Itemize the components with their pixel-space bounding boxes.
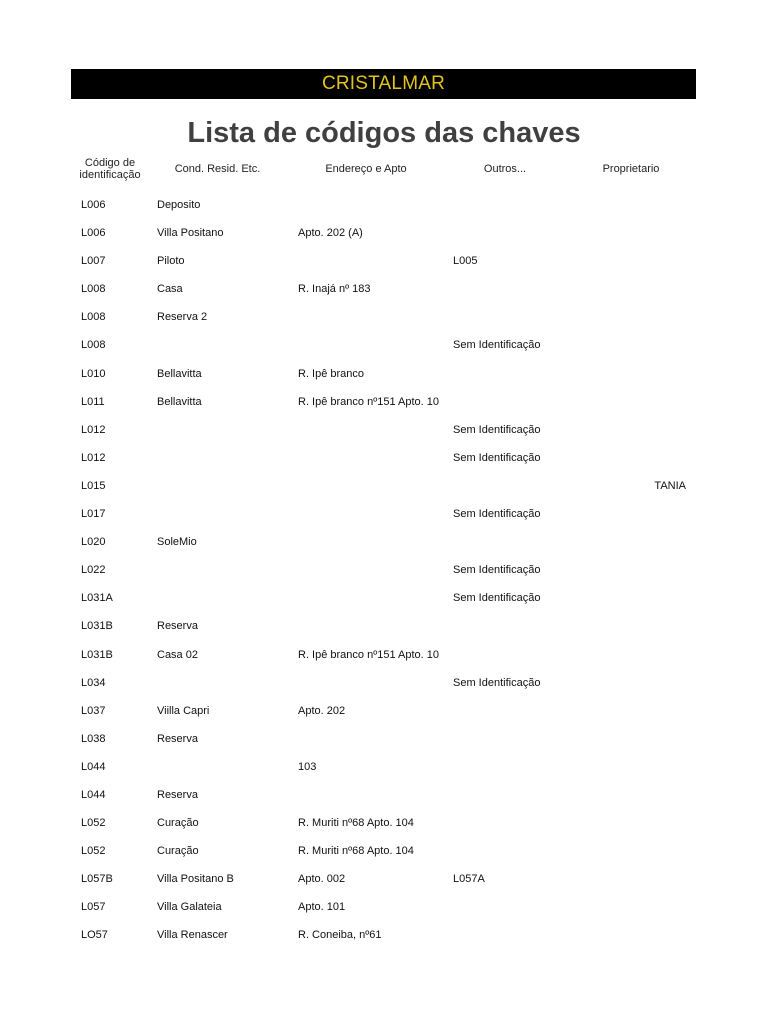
cell-code: L020 xyxy=(81,536,106,549)
cell-others: Sem Identificação xyxy=(453,676,541,689)
cell-code: L031A xyxy=(81,592,113,605)
cell-cond: Bellavitta xyxy=(157,367,202,380)
cell-cond: Curação xyxy=(157,845,199,858)
cell-code: L008 xyxy=(81,339,106,352)
cell-address: Apto. 002 xyxy=(298,873,346,886)
cell-code: L012 xyxy=(81,423,106,436)
cell-cond: Casa xyxy=(157,283,183,296)
cell-cond: Reserva 2 xyxy=(157,311,208,324)
cell-address: R. Ipê branco xyxy=(298,367,365,380)
table-row xyxy=(0,556,768,584)
cell-code: L031B xyxy=(81,648,113,661)
banner xyxy=(71,69,696,99)
cell-address: R. Muriti nº68 Apto. 104 xyxy=(298,817,414,830)
table-row xyxy=(0,303,768,331)
cell-cond: Villa Galateia xyxy=(157,901,222,914)
cell-address: R. Ipê branco nº151 Apto. 10 xyxy=(298,395,440,408)
table-row xyxy=(0,584,768,612)
table-row xyxy=(0,837,768,865)
table-row xyxy=(0,669,768,697)
cell-code: L031B xyxy=(81,620,113,633)
cell-cond: Viilla Capri xyxy=(157,704,210,717)
table-row xyxy=(0,781,768,809)
cell-code: L022 xyxy=(81,564,106,577)
table-row xyxy=(0,921,768,949)
cell-cond: Piloto xyxy=(157,255,185,268)
cell-code: L012 xyxy=(81,451,106,464)
cell-code: L044 xyxy=(81,788,106,801)
cell-cond: Reserva xyxy=(157,620,198,633)
cell-cond: Reserva xyxy=(157,788,198,801)
cell-code: L038 xyxy=(81,732,106,745)
table-row xyxy=(0,809,768,837)
cell-address: Apto. 202 xyxy=(298,704,346,717)
table-row xyxy=(0,528,768,556)
cell-code: L006 xyxy=(81,227,106,240)
cell-cond: Curação xyxy=(157,817,199,830)
table-row xyxy=(0,472,768,500)
page-title: Lista de códigos das chaves xyxy=(187,117,581,149)
table-row xyxy=(0,725,768,753)
cell-others: Sem Identificação xyxy=(453,423,541,436)
cell-cond: SoleMio xyxy=(157,536,197,549)
cell-code: L010 xyxy=(81,367,106,380)
cell-code: L015 xyxy=(81,479,106,492)
cell-cond: Villa Positano xyxy=(157,227,224,240)
cell-code: L057B xyxy=(81,873,113,886)
cell-code: L008 xyxy=(81,311,106,324)
table-row xyxy=(0,331,768,359)
cell-cond: Casa 02 xyxy=(157,648,198,661)
table-row xyxy=(0,697,768,725)
column-header-others: Outros... xyxy=(483,162,527,175)
cell-code: L007 xyxy=(81,255,106,268)
column-header-cond: Cond. Resid. Etc. xyxy=(174,162,261,175)
table-row xyxy=(0,612,768,640)
table-row xyxy=(0,500,768,528)
cell-cond: Bellavitta xyxy=(157,395,202,408)
keys-table xyxy=(0,191,768,950)
cell-code: L034 xyxy=(81,676,106,689)
cell-address: R. Inajá nº 183 xyxy=(298,283,371,296)
cell-cond: Reserva xyxy=(157,732,198,745)
table-row xyxy=(0,641,768,669)
cell-owner: TANIA xyxy=(654,479,686,492)
table-row xyxy=(0,360,768,388)
cell-code: L008 xyxy=(81,283,106,296)
cell-cond: Villa Renascer xyxy=(157,929,228,942)
column-header-owner: Proprietario xyxy=(602,162,660,175)
table-row xyxy=(0,275,768,303)
cell-others: L005 xyxy=(453,255,478,268)
cell-code: L006 xyxy=(81,199,106,211)
cell-others: L057A xyxy=(453,873,485,886)
cell-address: R. Muriti nº68 Apto. 104 xyxy=(298,845,414,858)
cell-code: LO57 xyxy=(81,929,108,942)
cell-code: L017 xyxy=(81,508,106,521)
table-row xyxy=(0,865,768,893)
cell-code: L037 xyxy=(81,704,106,717)
cell-others: Sem Identificação xyxy=(453,508,541,521)
cell-address: Apto. 202 (A) xyxy=(298,227,363,240)
table-row xyxy=(0,388,768,416)
table-row xyxy=(0,416,768,444)
cell-code: L044 xyxy=(81,760,106,773)
cell-code: L057 xyxy=(81,901,106,914)
table-row xyxy=(0,444,768,472)
cell-code: L052 xyxy=(81,845,106,858)
cell-cond: Deposito xyxy=(157,199,201,211)
table-row xyxy=(0,219,768,247)
table-row xyxy=(0,893,768,921)
table-row xyxy=(0,191,768,219)
cell-others: Sem Identificação xyxy=(453,339,541,352)
cell-others: Sem Identificação xyxy=(453,451,541,464)
cell-address: Apto. 101 xyxy=(298,901,346,914)
column-header-address: Endereço e Apto xyxy=(325,162,407,175)
column-header-code: Código de identificação xyxy=(79,156,141,181)
cell-cond: Villa Positano B xyxy=(157,873,234,886)
cell-address: 103 xyxy=(298,760,317,773)
cell-code: L011 xyxy=(81,395,105,408)
cell-others: Sem Identificação xyxy=(453,564,541,577)
table-row xyxy=(0,247,768,275)
cell-code: L052 xyxy=(81,817,106,830)
banner-title: CRISTALMAR xyxy=(321,73,446,94)
cell-others: Sem Identificação xyxy=(453,592,541,605)
cell-address: R. Coneiba, nº61 xyxy=(298,929,382,942)
cell-address: R. Ipê branco nº151 Apto. 10 xyxy=(298,648,440,661)
table-row xyxy=(0,753,768,781)
